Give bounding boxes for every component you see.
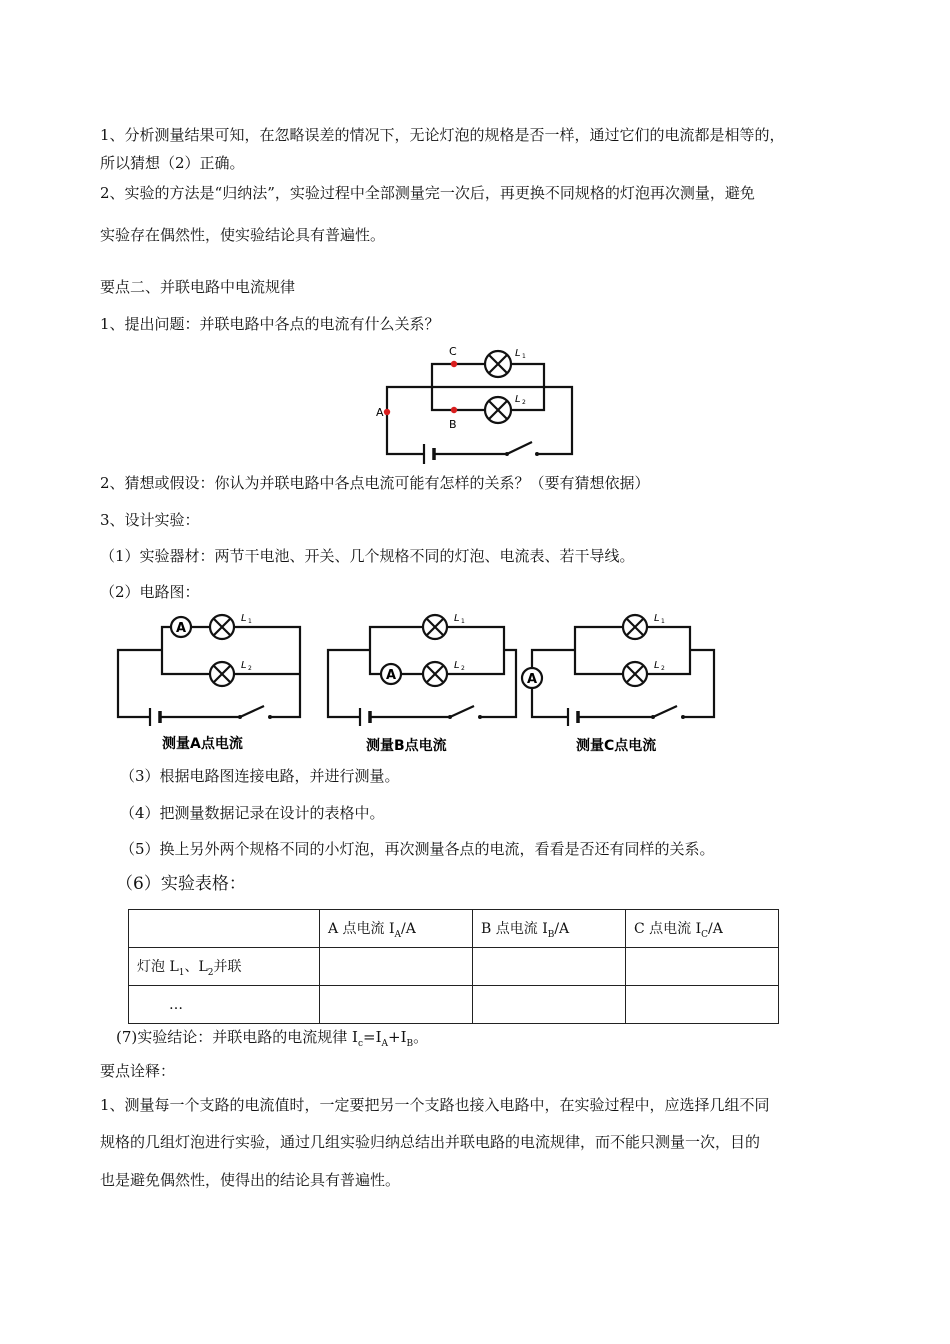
step-3-connect: （3）根据电路图连接电路，并进行测量。 bbox=[120, 767, 400, 785]
conclusion-line: (7)实验结论：并联电路的电流规律 $I_c=I_A+I_B$。 bbox=[116, 1028, 429, 1049]
paragraph-conclusion-1b: 所以猜想（2）正确。 bbox=[100, 154, 245, 172]
step-6-table-title: （6）实验表格： bbox=[116, 874, 246, 894]
question-3: 3、设计实验： bbox=[100, 511, 200, 529]
lamp1-label: L bbox=[515, 348, 521, 359]
paragraph-conclusion-1a: 1、分析测量结果可知，在忽略误差的情况下，无论灯泡的规格是否一样，通过它们的电流都是相等的， bbox=[100, 126, 785, 144]
lamp1-sub: 1 bbox=[661, 618, 665, 625]
lamp2-sub: 2 bbox=[248, 665, 252, 672]
table-cell bbox=[320, 986, 473, 1024]
lamp2-sub: 2 bbox=[661, 665, 665, 672]
lamp2-label: L bbox=[454, 660, 460, 671]
lamp2-label: L bbox=[241, 660, 247, 671]
circuit-measure-a bbox=[112, 610, 312, 758]
paragraph-method-2a: 2、实验的方法是“归纳法”，实验过程中全部测量完一次后，再更换不同规格的灯泡再次测量，避免 bbox=[100, 184, 755, 202]
lamp1-sub: 1 bbox=[248, 618, 252, 625]
note-1c: 也是避免偶然性，使得出的结论具有普遍性。 bbox=[100, 1171, 401, 1189]
row-label-lamps: 灯泡 $L_1$、$L_2$并联 bbox=[129, 948, 320, 986]
lamp1-label: L bbox=[454, 613, 460, 624]
node-c-dot bbox=[451, 361, 457, 367]
lamp2-sub: 2 bbox=[522, 399, 526, 406]
lamp1-sub: 1 bbox=[461, 618, 465, 625]
circuit-measure-c bbox=[520, 610, 725, 758]
lamp1-sub: 1 bbox=[522, 353, 526, 360]
lamp2-label: L bbox=[515, 394, 521, 405]
paragraph-method-2b: 实验存在偶然性，使实验结论具有普遍性。 bbox=[100, 226, 386, 244]
notes-title: 要点诠释： bbox=[100, 1062, 176, 1080]
table-cell bbox=[320, 948, 473, 986]
section-heading: 要点二、并联电路中电流规律 bbox=[100, 278, 296, 296]
node-a-dot bbox=[384, 409, 390, 415]
question-2: 2、猜想或假设：你认为并联电路中各点电流可能有怎样的关系？（要有猜想依据） bbox=[100, 474, 650, 492]
ammeter-icon: A bbox=[176, 621, 187, 636]
note-1b: 规格的几组灯泡进行实验，通过几组实验归纳总结出并联电路的电流规律，而不能只测量一次，目的 bbox=[100, 1133, 761, 1151]
circuit-measure-b bbox=[322, 610, 522, 758]
ammeter-icon: A bbox=[386, 668, 397, 683]
question-1: 1、提出问题：并联电路中各点的电流有什么关系？ bbox=[100, 315, 440, 333]
step-5-repeat: （5）换上另外两个规格不同的小灯泡，再次测量各点的电流，看看是否还有同样的关系。 bbox=[120, 840, 715, 858]
ammeter-icon: A bbox=[527, 672, 538, 687]
lamp1-label: L bbox=[241, 613, 247, 624]
table-header-row bbox=[129, 910, 779, 948]
node-c-label: C bbox=[449, 345, 457, 358]
lamp2-sub: 2 bbox=[461, 665, 465, 672]
table-cell bbox=[473, 986, 626, 1024]
step-1-equipment: （1）实验器材：两节干电池、开关、几个规格不同的灯泡、电流表、若干导线。 bbox=[100, 547, 635, 565]
table-row bbox=[129, 948, 779, 986]
lamp1-label: L bbox=[654, 613, 660, 624]
step-4-record: （4）把测量数据记录在设计的表格中。 bbox=[120, 804, 385, 822]
node-b-dot bbox=[451, 407, 457, 413]
node-b-label: B bbox=[449, 418, 457, 431]
table-cell bbox=[626, 948, 779, 986]
table-corner-cell bbox=[129, 910, 320, 948]
header-current-a: A 点电流 $I_A/A$ bbox=[320, 910, 473, 948]
caption-measure-b: 测量B点电流 bbox=[366, 738, 447, 754]
header-current-c: C 点电流 $I_C/A$ bbox=[626, 910, 779, 948]
lamp2-label: L bbox=[654, 660, 660, 671]
caption-measure-a: 测量A点电流 bbox=[162, 736, 243, 752]
table-row bbox=[129, 986, 779, 1024]
header-current-b: B 点电流 $I_B/A$ bbox=[473, 910, 626, 948]
node-a-label: A bbox=[376, 406, 384, 419]
caption-measure-c: 测量C点电流 bbox=[576, 738, 657, 754]
parallel-circuit-diagram bbox=[372, 342, 582, 467]
table-cell bbox=[626, 986, 779, 1024]
row-label-ellipsis: … bbox=[129, 986, 320, 1024]
note-1a: 1、测量每一个支路的电流值时，一定要把另一个支路也接入电路中，在实验过程中，应选择几组不同 bbox=[100, 1096, 770, 1114]
experiment-table bbox=[128, 909, 779, 1024]
table-cell bbox=[473, 948, 626, 986]
step-2-diagram: （2）电路图： bbox=[100, 583, 200, 601]
